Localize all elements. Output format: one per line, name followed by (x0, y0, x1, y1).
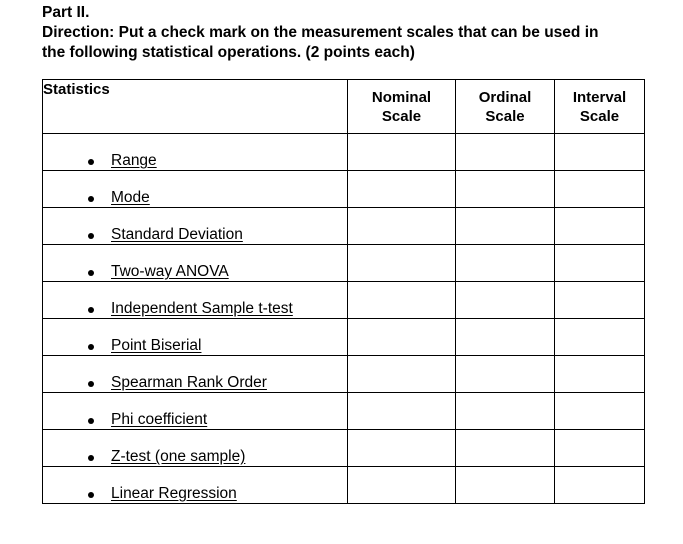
interval-scale-checkbox-cell[interactable] (555, 245, 645, 282)
interval-scale-header-line1: Interval (572, 88, 627, 106)
bullet-icon (88, 381, 94, 387)
table-row (43, 430, 645, 467)
table-header-row (43, 80, 645, 134)
interval-scale-header-line2: Scale (579, 107, 620, 125)
table-row (43, 171, 645, 208)
bullet-icon (88, 418, 94, 424)
ordinal-scale-header-line1: Ordinal (478, 88, 532, 106)
table-row (43, 208, 645, 245)
table-row (43, 467, 645, 504)
nominal-scale-checkbox-cell[interactable] (348, 282, 456, 319)
statistics-column-header: Statistics (43, 80, 348, 134)
nominal-scale-checkbox-cell[interactable] (348, 245, 456, 282)
statistic-label: Phi coefficient (111, 411, 208, 428)
direction-line-1: Direction: Put a check mark on the measurement scales that can be used in (42, 24, 599, 41)
interval-scale-checkbox-cell[interactable] (555, 319, 645, 356)
statistic-cell (43, 282, 348, 319)
interval-scale-checkbox-cell[interactable] (555, 467, 645, 504)
part-title: Part II. (42, 4, 90, 21)
ordinal-scale-checkbox-cell[interactable] (456, 245, 555, 282)
nominal-scale-checkbox-cell[interactable] (348, 319, 456, 356)
nominal-scale-checkbox-cell[interactable] (348, 467, 456, 504)
nominal-scale-checkbox-cell[interactable] (348, 393, 456, 430)
statistic-cell (43, 467, 348, 504)
table-row (43, 356, 645, 393)
ordinal-scale-checkbox-cell[interactable] (456, 319, 555, 356)
direction-line-2: the following statistical operations. (2 points each) (42, 44, 415, 61)
ordinal-scale-checkbox-cell[interactable] (456, 393, 555, 430)
bullet-icon (88, 307, 94, 313)
statistic-cell (43, 245, 348, 282)
table-row (43, 245, 645, 282)
statistic-cell (43, 134, 348, 171)
table-row (43, 134, 645, 171)
interval-scale-checkbox-cell[interactable] (555, 430, 645, 467)
interval-scale-checkbox-cell[interactable] (555, 356, 645, 393)
table-row (43, 319, 645, 356)
ordinal-scale-checkbox-cell[interactable] (456, 208, 555, 245)
ordinal-scale-header-line2: Scale (485, 107, 525, 125)
statistic-cell (43, 319, 348, 356)
table-body (43, 134, 645, 504)
bullet-icon (88, 233, 94, 239)
nominal-scale-checkbox-cell[interactable] (348, 208, 456, 245)
ordinal-scale-header (456, 80, 555, 134)
statistic-label: Two-way ANOVA (111, 263, 229, 280)
statistic-label: Spearman Rank Order (111, 374, 267, 391)
nominal-scale-header-line2: Scale (381, 107, 422, 125)
nominal-scale-checkbox-cell[interactable] (348, 430, 456, 467)
statistic-label: Z-test (one sample) (111, 448, 246, 465)
statistic-cell (43, 356, 348, 393)
interval-scale-checkbox-cell[interactable] (555, 393, 645, 430)
statistic-label: Independent Sample t-test (111, 300, 293, 317)
table-row (43, 393, 645, 430)
interval-scale-checkbox-cell[interactable] (555, 208, 645, 245)
ordinal-scale-checkbox-cell[interactable] (456, 171, 555, 208)
measurement-scales-table (42, 79, 645, 504)
ordinal-scale-checkbox-cell[interactable] (456, 430, 555, 467)
bullet-icon (88, 344, 94, 350)
statistic-cell (43, 430, 348, 467)
bullet-icon (88, 492, 94, 498)
bullet-icon (88, 159, 94, 165)
statistic-cell (43, 208, 348, 245)
interval-scale-checkbox-cell[interactable] (555, 134, 645, 171)
nominal-scale-header (348, 80, 456, 134)
statistic-label: Linear Regression (111, 485, 237, 502)
statistic-cell (43, 171, 348, 208)
ordinal-scale-checkbox-cell[interactable] (456, 134, 555, 171)
interval-scale-header (555, 80, 645, 134)
interval-scale-checkbox-cell[interactable] (555, 282, 645, 319)
statistic-label: Standard Deviation (111, 226, 243, 243)
instructions-header (42, 3, 662, 63)
statistic-label: Mode (111, 189, 150, 206)
statistic-cell (43, 393, 348, 430)
ordinal-scale-checkbox-cell[interactable] (456, 467, 555, 504)
ordinal-scale-checkbox-cell[interactable] (456, 356, 555, 393)
ordinal-scale-checkbox-cell[interactable] (456, 282, 555, 319)
statistic-label: Point Biserial (111, 337, 202, 354)
bullet-icon (88, 270, 94, 276)
nominal-scale-header-line1: Nominal (371, 88, 432, 106)
nominal-scale-checkbox-cell[interactable] (348, 171, 456, 208)
bullet-icon (88, 455, 94, 461)
interval-scale-checkbox-cell[interactable] (555, 171, 645, 208)
nominal-scale-checkbox-cell[interactable] (348, 356, 456, 393)
statistic-label: Range (111, 152, 157, 169)
bullet-icon (88, 196, 94, 202)
nominal-scale-checkbox-cell[interactable] (348, 134, 456, 171)
table-row (43, 282, 645, 319)
